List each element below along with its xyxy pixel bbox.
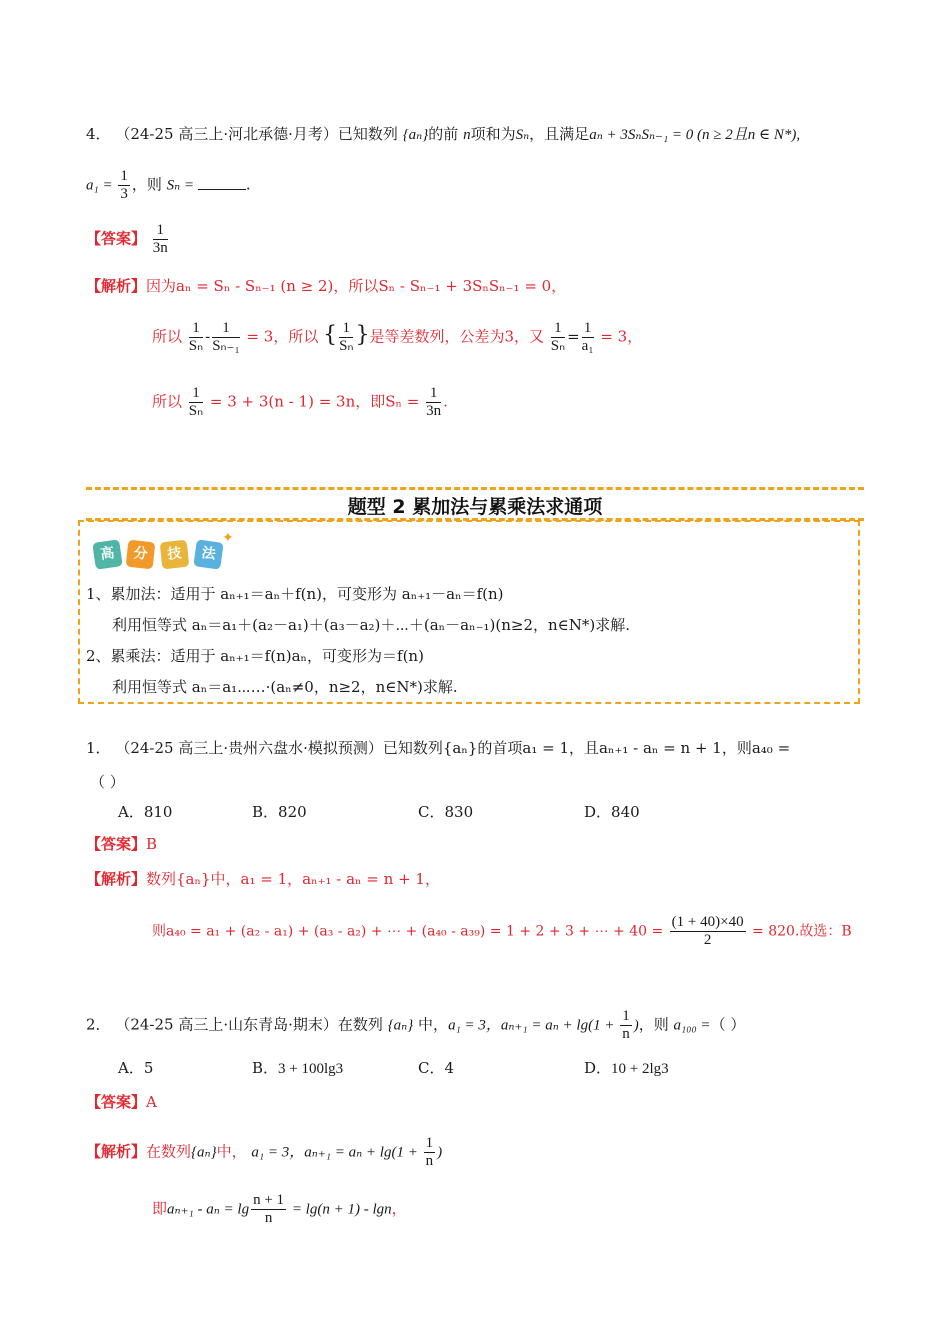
problem2-option-a[interactable]: A．5 bbox=[118, 1059, 154, 1077]
section-title: 题型 2 累加法与累乘法求通项 bbox=[347, 496, 603, 518]
fraction: $\frac{1}{3}$ bbox=[120, 168, 128, 202]
problem2-solution-1: 【解析】在数列{aₙ}中， a₁ = 3，aₙ₊₁ = aₙ + lg(1 + $\frac{1}{n}$ ) bbox=[86, 1135, 443, 1169]
fraction: $\frac{1}{\text{Sₙ}}$ bbox=[339, 320, 354, 354]
sparkle-icon: ✦ bbox=[222, 530, 234, 546]
tip-line-3: 2、累乘法：适用于 aₙ₊₁＝f(n)aₙ，可变形为＝f(n) bbox=[86, 647, 424, 665]
problem4-answer: 【答案】 $\frac{1}{3n}$ bbox=[86, 222, 168, 256]
answer-blank bbox=[198, 177, 246, 190]
problem2-answer: 【答案】A bbox=[86, 1093, 157, 1111]
badge-fen: 分 bbox=[126, 540, 156, 570]
problem1-answer: 【答案】B bbox=[86, 835, 158, 853]
fraction: $\frac{n + 1}{n}$ bbox=[253, 1192, 285, 1226]
fraction: $\frac{1}{n}$ bbox=[622, 1008, 630, 1042]
problem1-stem: 1． （24-25 高三上·贵州六盘水·模拟预测）已知数列{aₙ}的首项a₁ = 1，且aₙ₊₁ - aₙ = n + 1，则a₄₀ = bbox=[86, 739, 791, 757]
problem1-option-b[interactable]: B．820 bbox=[252, 803, 307, 821]
problem4-stem: 4． （24-25 高三上·河北承德·月考）已知数列 {aₙ}的前 n项和为Sₙ，且满足aₙ + 3SₙSₙ₋₁ = 0 (n ≥ 2且n ∈ N*), bbox=[86, 125, 801, 143]
fraction: $\frac{1}{n}$ bbox=[425, 1135, 434, 1169]
problem4-line2: a₁ = $\frac{1}{3}$ ，则 Sₙ = . bbox=[86, 168, 251, 202]
tip-line-4: 利用恒等式 aₙ＝a₁⋯…·(aₙ≠0，n≥2，n∈N*)求解. bbox=[112, 678, 458, 696]
tip-line-2: 利用恒等式 aₙ＝a₁＋(a₂－a₁)＋(a₃－a₂)＋⋯＋(aₙ－aₙ₋₁)(n≥2，n∈N*)求解. bbox=[112, 616, 631, 634]
section-divider-top bbox=[86, 487, 864, 490]
problem4-solution-3: 所以 $\frac{1}{\text{Sₙ}}$ = 3 + 3(n - 1) = 3n，即Sₙ = $\frac{1}{3n}$ . bbox=[152, 385, 448, 419]
problem1-option-c[interactable]: C．830 bbox=[418, 803, 474, 821]
fraction: $\frac{1}{3n}$ bbox=[152, 222, 168, 256]
problem2-option-d[interactable]: D．10 + 2lg3 bbox=[584, 1059, 669, 1077]
problem1-paren: （ ） bbox=[90, 773, 125, 791]
fraction: $\frac{(1 + 40)\times 40}{2}$ bbox=[671, 914, 744, 948]
problem1-solution-2: 则a₄₀ = a₁ + (a₂ - a₁) + (a₃ - a₂) + ⋯ + (a₄₀ - a₃₉) = 1 + 2 + 3 + ⋯ + 40 = $\frac{(1 + 40)\times 40}{2}$ = 820.故选：B bbox=[152, 914, 852, 948]
problem1-option-d[interactable]: D．840 bbox=[584, 803, 640, 821]
badge-ji: 技 bbox=[160, 540, 190, 570]
fraction: $\frac{1}{\text{Sₙ}}$ bbox=[550, 320, 566, 354]
tip-line-1: 1、累加法：适用于 aₙ₊₁＝aₙ＋f(n)，可变形为 aₙ₊₁－aₙ＝f(n) bbox=[86, 585, 504, 603]
badge-gao: 高 bbox=[92, 539, 122, 569]
problem2-option-c[interactable]: C．4 bbox=[418, 1059, 455, 1077]
fraction: $\frac{1}{\text{Sₙ}}$ bbox=[188, 385, 204, 419]
fraction: $\frac{1}{\text{Sₙ}}$ bbox=[188, 320, 204, 354]
badge-fa: 法 bbox=[193, 539, 223, 569]
fraction: $\frac{1}{\text{a₁}}$ bbox=[581, 320, 594, 354]
problem2-option-b[interactable]: B．3 + 100lg3 bbox=[252, 1059, 344, 1077]
problem4-solution-1: 【解析】因为aₙ = Sₙ - Sₙ₋₁ (n ≥ 2)，所以Sₙ - Sₙ₋₁ + 3SₙSₙ₋₁ = 0， bbox=[86, 277, 567, 295]
problem2-solution-2: 即aₙ₊₁ - aₙ = lg $\frac{n + 1}{n}$ = lg(n + 1) - lgn， bbox=[152, 1192, 407, 1226]
fraction: $\frac{1}{3n}$ bbox=[426, 385, 442, 419]
fraction: $\frac{1}{\text{Sₙ₋₁}}$ bbox=[212, 320, 240, 354]
problem1-solution-1: 【解析】数列{aₙ}中，a₁ = 1，aₙ₊₁ - aₙ = n + 1， bbox=[86, 870, 440, 888]
problem1-option-a[interactable]: A．810 bbox=[118, 803, 173, 821]
problem2-stem: 2． （24-25 高三上·山东青岛·期末）在数列 {aₙ} 中，a₁ = 3，aₙ₊₁ = aₙ + lg(1 + $\frac{1}{n}$ )，则 a₁₀₀ =（ ） bbox=[86, 1008, 746, 1042]
problem4-solution-2: 所以 $\frac{1}{\text{Sₙ}}$ - $\frac{1}{\text{Sₙ₋₁}}$ = 3，所以 { $\frac{1}{\text{Sₙ}}$ }是等差数列，公差为3，又 $\frac{1}{\text{Sₙ}}$ = $\frac{1}{\text{a₁}}$ = 3， bbox=[152, 320, 643, 354]
